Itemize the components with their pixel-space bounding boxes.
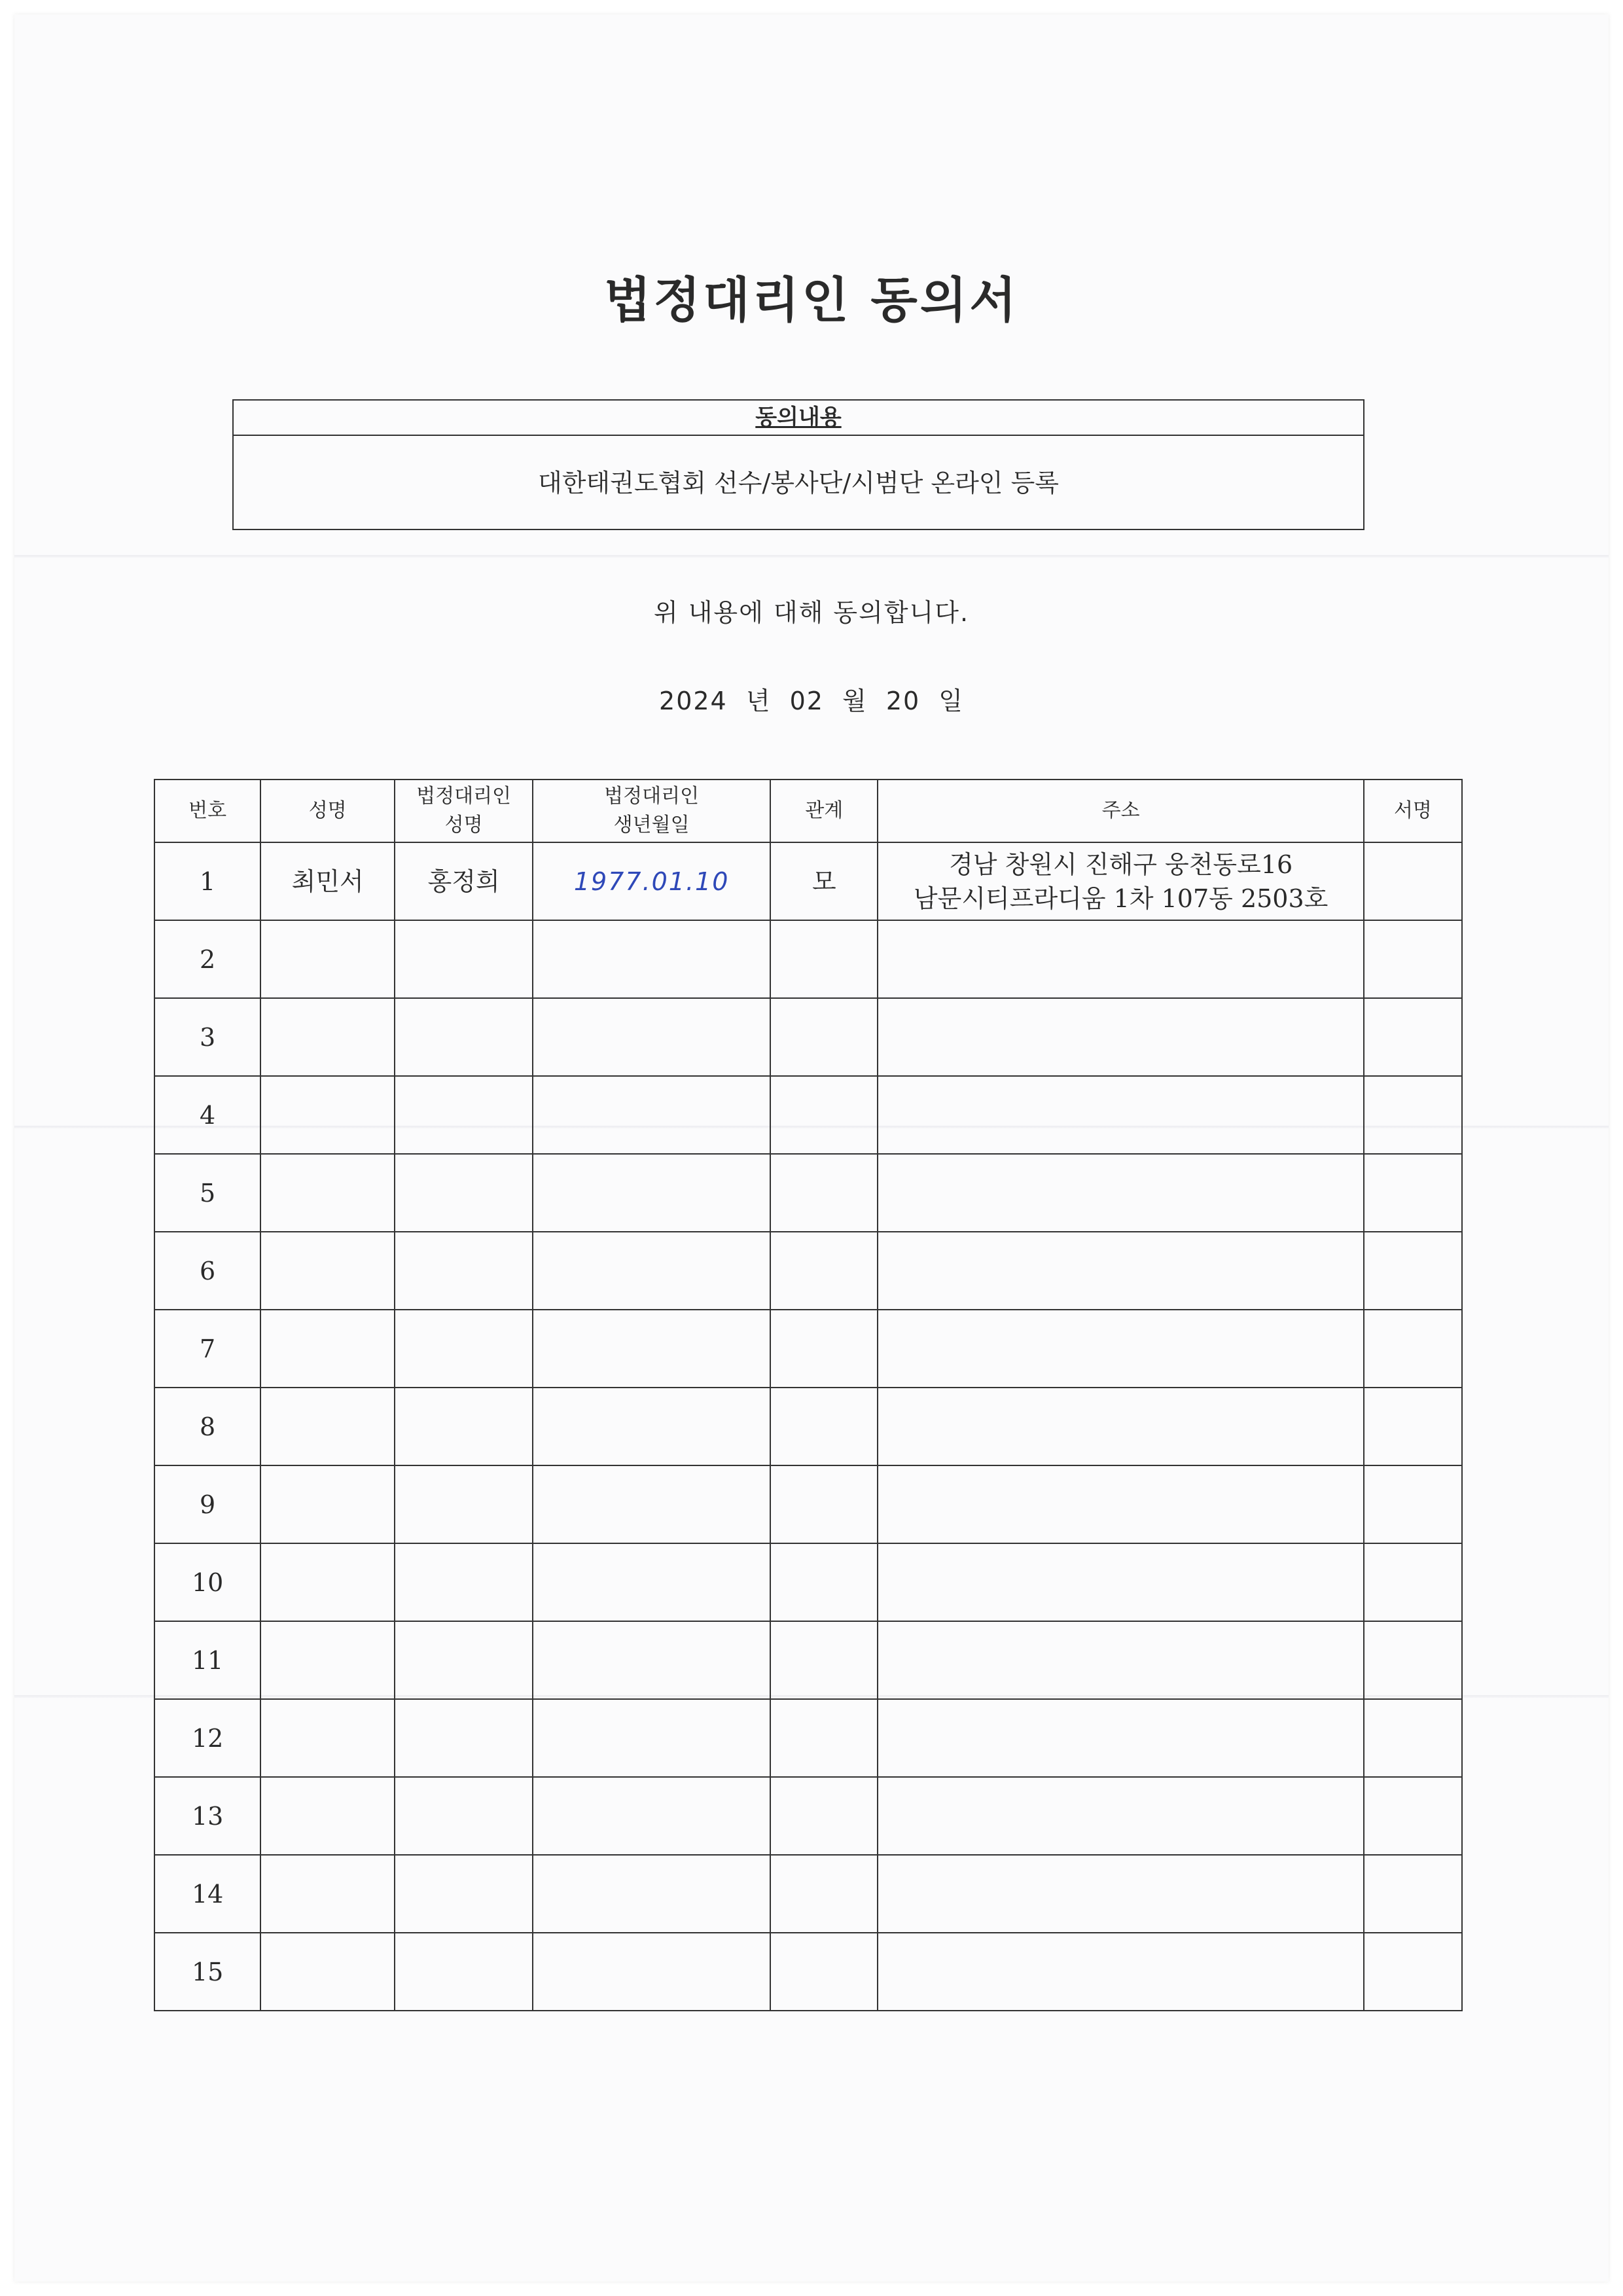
row-relation <box>770 1543 878 1621</box>
row-guardian-birth <box>533 920 770 998</box>
row-guardian-name <box>395 1154 533 1232</box>
table-row <box>154 1855 1462 1933</box>
row-relation <box>770 1933 878 2011</box>
row-relation <box>770 1232 878 1310</box>
row-no: 7 <box>154 1310 260 1388</box>
table-header-row <box>154 780 1462 842</box>
row-signature <box>1364 1310 1462 1388</box>
header-signature: 서명 <box>1364 780 1462 842</box>
row-address <box>878 920 1363 998</box>
header-guardian-name-line1: 법정대리인 <box>416 785 512 808</box>
row-guardian-name <box>395 1232 533 1310</box>
row-signature <box>1364 1076 1462 1154</box>
row-guardian-name <box>395 1777 533 1855</box>
table-row <box>154 1310 1462 1388</box>
row-signature <box>1364 920 1462 998</box>
row-address <box>878 1154 1363 1232</box>
row-signature <box>1364 1621 1462 1699</box>
row-no: 8 <box>154 1388 260 1465</box>
row-guardian-name: 홍정희 <box>395 842 533 920</box>
table-row <box>154 1388 1462 1465</box>
row-relation <box>770 1154 878 1232</box>
row-relation <box>770 1621 878 1699</box>
row-guardian-name <box>395 1076 533 1154</box>
table-row <box>154 1465 1462 1543</box>
row-name: 최민서 <box>260 842 395 920</box>
row-name <box>260 1154 395 1232</box>
row-address <box>878 1465 1363 1543</box>
row-name <box>260 1388 395 1465</box>
table-row <box>154 1154 1462 1232</box>
row-relation <box>770 1388 878 1465</box>
row-signature <box>1364 1465 1462 1543</box>
row-name <box>260 1232 395 1310</box>
row-no: 5 <box>154 1154 260 1232</box>
row-name <box>260 998 395 1076</box>
header-relation: 관계 <box>770 780 878 842</box>
row-address <box>878 1310 1363 1388</box>
row-guardian-birth <box>533 1543 770 1621</box>
row-relation: 모 <box>770 842 878 920</box>
row-no: 13 <box>154 1777 260 1855</box>
consent-box <box>232 399 1364 530</box>
row-address-line: 경남 창원시 진해구 웅천동로16 <box>949 850 1293 879</box>
row-relation <box>770 1076 878 1154</box>
row-guardian-name <box>395 1933 533 2011</box>
row-no: 10 <box>154 1543 260 1621</box>
row-guardian-birth <box>533 1933 770 2011</box>
row-address <box>878 1777 1363 1855</box>
row-name <box>260 1855 395 1933</box>
row-signature <box>1364 998 1462 1076</box>
row-address <box>878 1933 1363 2011</box>
row-relation <box>770 1699 878 1777</box>
row-guardian-birth: 1977.01.10 <box>533 842 770 920</box>
row-relation <box>770 1855 878 1933</box>
row-signature <box>1364 1855 1462 1933</box>
row-address <box>878 1699 1363 1777</box>
row-name <box>260 1465 395 1543</box>
row-guardian-birth <box>533 1076 770 1154</box>
row-no: 3 <box>154 998 260 1076</box>
row-name <box>260 1933 395 2011</box>
table-row <box>154 842 1462 920</box>
row-no: 14 <box>154 1855 260 1933</box>
row-address <box>878 842 1363 920</box>
row-relation <box>770 998 878 1076</box>
row-address <box>878 998 1363 1076</box>
row-no: 2 <box>154 920 260 998</box>
row-signature <box>1364 1777 1462 1855</box>
row-guardian-name <box>395 1699 533 1777</box>
consent-header-label: 동의내용 <box>755 404 842 431</box>
row-guardian-birth <box>533 998 770 1076</box>
row-guardian-name <box>395 998 533 1076</box>
header-no: 번호 <box>154 780 260 842</box>
row-no: 12 <box>154 1699 260 1777</box>
row-name <box>260 1777 395 1855</box>
table-row <box>154 1777 1462 1855</box>
table-row <box>154 1933 1462 2011</box>
row-address-line: 남문시티프라디움 1차 107동 2503호 <box>913 884 1329 913</box>
row-guardian-birth <box>533 1232 770 1310</box>
row-guardian-birth <box>533 1855 770 1933</box>
row-guardian-name <box>395 1621 533 1699</box>
row-signature <box>1364 1543 1462 1621</box>
row-address <box>878 1621 1363 1699</box>
row-signature <box>1364 842 1462 920</box>
row-no: 9 <box>154 1465 260 1543</box>
header-guardian-name-line2: 성명 <box>444 814 483 836</box>
row-guardian-name <box>395 1465 533 1543</box>
fold-line <box>14 555 1609 558</box>
header-name: 성명 <box>260 780 395 842</box>
row-guardian-name <box>395 1310 533 1388</box>
row-relation <box>770 1777 878 1855</box>
row-no: 15 <box>154 1933 260 2011</box>
table-row <box>154 920 1462 998</box>
row-signature <box>1364 1388 1462 1465</box>
row-name <box>260 1543 395 1621</box>
table-row <box>154 1699 1462 1777</box>
row-guardian-birth <box>533 1699 770 1777</box>
row-guardian-name <box>395 1543 533 1621</box>
header-address: 주소 <box>878 780 1363 842</box>
header-guardian-birth-line2: 생년월일 <box>613 814 690 836</box>
row-no: 6 <box>154 1232 260 1310</box>
consent-body: 대한태권도협회 선수/봉사단/시범단 온라인 등록 <box>537 469 1059 497</box>
row-signature <box>1364 1154 1462 1232</box>
header-guardian-birth <box>533 780 770 842</box>
row-address <box>878 1543 1363 1621</box>
row-guardian-name <box>395 920 533 998</box>
row-no: 11 <box>154 1621 260 1699</box>
header-guardian-name <box>395 780 533 842</box>
row-relation <box>770 1310 878 1388</box>
table-row <box>154 1232 1462 1310</box>
row-address <box>878 1855 1363 1933</box>
row-signature <box>1364 1232 1462 1310</box>
signing-date: 2024 년 02 월 20 일 <box>659 687 964 715</box>
row-guardian-birth <box>533 1388 770 1465</box>
row-relation <box>770 1465 878 1543</box>
row-name <box>260 1076 395 1154</box>
row-address <box>878 1076 1363 1154</box>
row-guardian-birth <box>533 1465 770 1543</box>
table-row <box>154 1076 1462 1154</box>
header-guardian-birth-line1: 법정대리인 <box>604 785 700 808</box>
row-guardian-birth <box>533 1777 770 1855</box>
row-name <box>260 1621 395 1699</box>
guardian-table <box>154 779 1463 2011</box>
row-signature <box>1364 1699 1462 1777</box>
row-no: 1 <box>154 842 260 920</box>
table-row <box>154 1621 1462 1699</box>
row-guardian-birth <box>533 1621 770 1699</box>
row-signature <box>1364 1933 1462 2011</box>
row-name <box>260 1310 395 1388</box>
consent-header <box>234 401 1363 436</box>
row-guardian-name <box>395 1388 533 1465</box>
table-row <box>154 1543 1462 1621</box>
row-name <box>260 1699 395 1777</box>
table-row <box>154 998 1462 1076</box>
row-guardian-name <box>395 1855 533 1933</box>
row-guardian-birth <box>533 1310 770 1388</box>
row-relation <box>770 920 878 998</box>
row-no: 4 <box>154 1076 260 1154</box>
row-name <box>260 920 395 998</box>
agreement-statement: 위 내용에 대해 동의합니다. <box>653 598 970 627</box>
document-title: 법정대리인 동의서 <box>604 272 1019 329</box>
row-address <box>878 1232 1363 1310</box>
row-address <box>878 1388 1363 1465</box>
row-guardian-birth <box>533 1154 770 1232</box>
